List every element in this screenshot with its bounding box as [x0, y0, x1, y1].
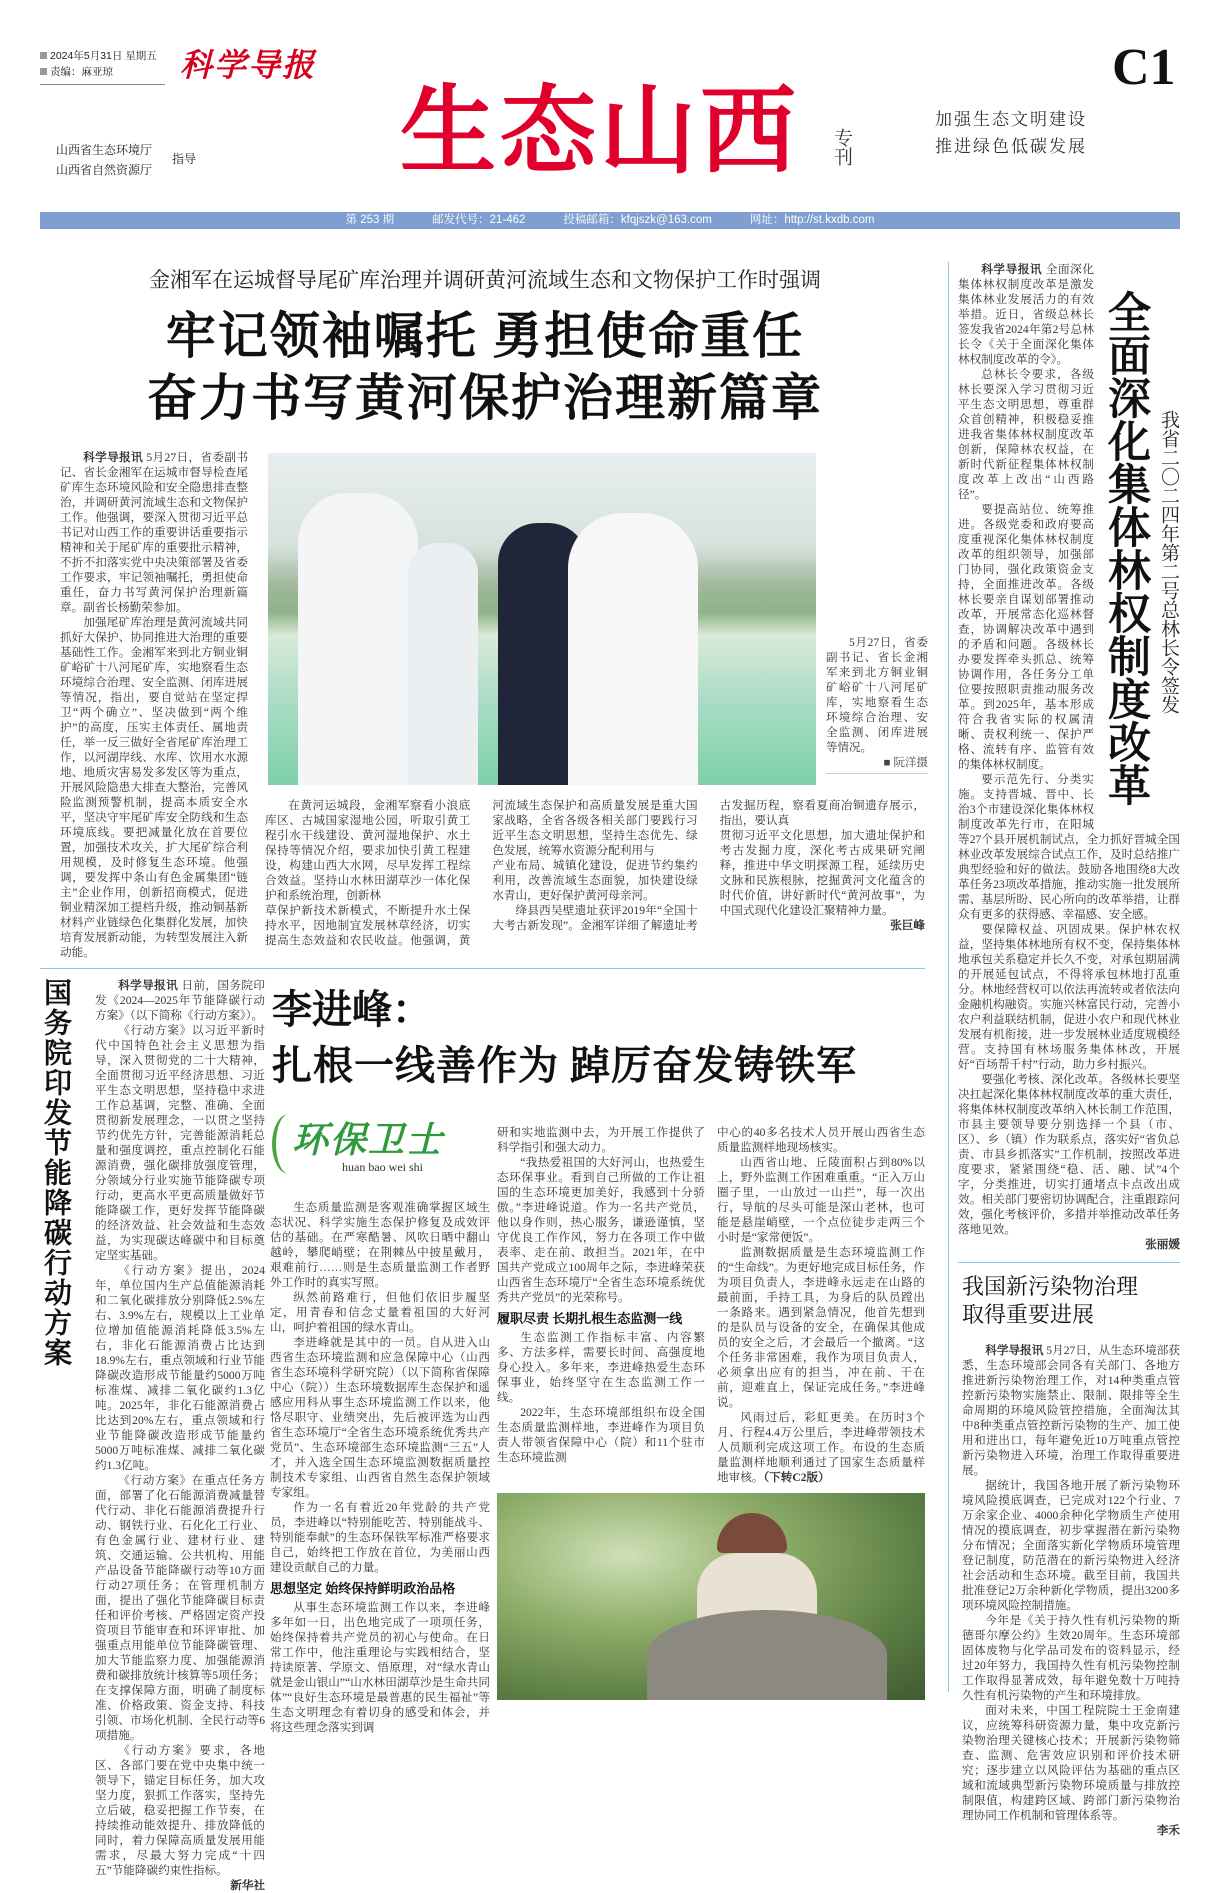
issue-date: 2024年5月31日 [50, 50, 123, 62]
profile-photo [497, 1493, 925, 1700]
guide-label: 指导 [172, 152, 197, 166]
paper-logo: 科学导报 [180, 47, 317, 83]
energy-headline: 国务院印发节能降碳行动方案 [40, 978, 71, 1368]
lead-photo [268, 453, 816, 785]
editor: 责编：麻亚琼 [50, 66, 113, 78]
weekday: 星期五 [125, 50, 157, 62]
lead-col-c: 贯彻习近平文化思想，加大遗址保护和考古发掘力度，深化考古成果研究阐释，推进中华文明探源工程，延续历史文脉和民族根脉，挖掘黄河文化蕴含的时代价值，讲好新时代“黄河故事”，为中国式现代化建设汇聚精神力量。 [719, 829, 925, 917]
subhead: 思想坚定 始终保持鲜明政治品格 [270, 1581, 456, 1596]
postal-code: 邮发代号：21-462 [432, 214, 526, 226]
column-logo: 环保卫士 huan bao wei shi [272, 1108, 482, 1188]
continued-note: （下转C2版） [763, 1471, 830, 1484]
photo-credit: ■ 阮洋摄 [883, 757, 928, 769]
issue-number: 第 253 期 [345, 214, 395, 226]
profile-headline-1: 李进峰： [272, 987, 432, 1032]
lead-headline: 牢记领袖嘱托 勇担使命重任 奋力书写黄河保护治理新篇章 [147, 308, 823, 426]
divider [40, 968, 925, 969]
page-number: C1 [1112, 39, 1176, 96]
info-bar [40, 212, 1180, 229]
forest-headline: 全面深化集体林权制度改革 [1102, 290, 1149, 806]
date-block [40, 48, 165, 85]
photo-caption: 5月27日，省委副书记、省长金湘军来到北方铜业铜矿峪矿十八河尾矿库，实地察看生态环境综合治理、安全监测、闭库进展等情况。 ■ 阮洋摄 [826, 636, 928, 774]
title-suffix: 专刊 [831, 128, 852, 166]
submission-email[interactable]: 投稿邮箱：kfqjszk@163.com [563, 214, 712, 226]
byline: 李禾 [1156, 1824, 1180, 1837]
subhead: 履职尽责 长期扎根生态监测一线 [497, 1311, 683, 1326]
profile-right [497, 1125, 925, 1700]
divider [958, 1262, 1180, 1263]
profile-headline-2: 扎根一线善作为 踔厉奋发铸铁军 [272, 1043, 857, 1088]
lead-col-a: 草保护新技术新模式，不断提升水土保持水平，因地制宜发展林草经济，切实提高生态效益和农民收益。他强调，黄河流域生态保护和高质量发展是重大国家战略，全省各级各相关部门要践行习近平生态文明思想，坚持生态优先、绿色发展，统筹水资源分配利用与 [265, 799, 698, 947]
profile-col-a: 生态质量监测是客观准确掌握区域生态状况、科学实施生态保护修复及成效评估的基础。在严寒酷暑、风吹日晒中翻山越岭，攀爬峭壁；在荆棘丛中披星戴月，艰难前行……则是生态质量监测工作者野外工作时的真实写照。 纵然前路难行，但他们依旧步履坚定，用青春和信念丈量着祖国的大好河山，呵护着祖国的绿水青山。 李进峰就是其中的一员。自从进入山西省生态环境监测和应急保障中心（山西省生态环境科学研究院）（以下简称省保障中心（院））生态环境数据库生态保护和遥感应用科从事生态环境监测工作以来，他恪尽职守、业绩突出，先后被评选为山西省生态环境厅“全省生态环境系统优秀共产党员”、生态环境部生态环境监测“三五”人才，并入选全国生态环境监测数据质量控制技术专家组、山西省自然生态保护领域专家组。 作为一名有着近20年党龄的共产党员，李进峰以“特别能吃苦、特别能战斗、特别能奉献”的生态环保铁军标准严格要求自己，始终把工作放在首位，为美丽山西建设贡献自己的力量。 思想坚定 始终保持鲜明政治品格 从事生态环境监测工作以来，李进峰多年如一日，出色地完成了一项项任务，始终保持着共产党员的初心与使命。在日常工作中，他注重理论与实践相结合，坚持读原著、学原文、悟原理，对“绿水青山就是金山银山”“山水林田湖草沙是生命共同体”“良好生态环境是最普惠的民生福祉”等生态文明理念有着切身的感受和体会，并将这些理念落实到调 [270, 1201, 490, 1734]
forest-subtitle: 我省二〇二四年第二号总林长令签发 [1158, 410, 1179, 714]
page-title: 生态山西 [400, 78, 800, 185]
pollutants-headline: 我国新污染物治理 取得重要进展 [962, 1274, 1139, 1327]
lead-col-b: 产业布局、城镇化建设，促进节约集约利用，改善流域生态面貌，加快建设绿水青山，更好保护黄河母亲河。 [492, 859, 698, 902]
forest-article: 科学导报讯 全面深化集体林权制度改革是激发集体林业发展活力的有效举措。近日，省级总林长签发我省2024年第2号总林长令《关于全面深化集体林权制度改革的令》。 总林长令要求，各级林长要深入学习贯彻习近平生态文明思想，尊重群众首创精神，积极稳妥推进我省集体林权制度改革创新，保障林农权益，在新时代新征程集体林权制度改革上改出“山西路径”。 要提高站位、统筹推进。各级党委和政府要高度重视深化集体林权制度改革的组织领导，加强部门协同，强化政策资金支持，全面推进改革。各级林长要亲自谋划部署推动改革，开展常态化巡林督查，协调解决改革中遇到的矛盾和问题。各级林长办要发挥牵头抓总、统筹协调作用，各任务分工单位要按照职责推动服务改革。到2025年，基本形成符合我省实际的权属清晰、责权利统一、保护严格、流转有序、监管有效的集体林权制度。 要示范先行、分类实施。支持晋城、晋中、长治3个市建设深化集体林权制度改革先行市，在阳城等27个县开展机制试点，全力抓好晋城全国林业改革发展综合试点工作，及时总结推广典型经验和好的做法。鼓励各地围绕8大改革任务23项改革措施，推动实施一批发展所需、基层所盼、民心所向的改革举措，让群众有更多的获得感、幸福感、安全感。 要保障权益、巩固成果。保护林农权益，坚持集体林地所有权不变，保持集体林地承包关系稳定并长久不变，对承包期届满的开展延包试点，不得将承包林地打乱重分。林地经营权可以依法再流转或者依法向金融机构融资。实施兴林富民行动，完善小农户利益联结机制，促进小农户和现代林业发展有机衔接，进一步发展林业适度规模经营。支持国有林场服务集体林改，开展好“百场帮千村”行动，助力乡村振兴。 要强化考核、深化改革。各级林长要坚决扛起深化集体林权制度改革的重大责任，将集体林权制度改革纳入林长制工作范围，市县主要领导要分别选择一个县（市、区）、乡（镇）作为联系点，落实好“省负总责、市县乡抓落实”工作机制，按照改革进度要求，紧紧围绕“稳、活、融、试”4个字，分类推进，切实打通堵点卡点改出成效。相关部门要密切协调配合，注重跟踪问效，强化考核评价，多措并举推动改革任务落地见效。 张丽媛 [958, 263, 1180, 1251]
lead-kicker: 金湘军在运城督导尾矿库治理并调研黄河流域生态和文物保护工作时强调 [149, 269, 821, 292]
byline: 张丽媛 [1145, 1238, 1180, 1251]
guide-orgs: 山西省生态环境厅 山西省自然资源厅 [56, 143, 153, 177]
profile-col-c: 中心的40多名技术人员开展山西省生态质量监测样地现场核实。 [717, 1126, 925, 1154]
profile-col-b: 研和实地监测中去，为开展工作提供了科学指引和强大动力。 [497, 1126, 705, 1154]
slogans: 加强生态文明建设 推进绿色低碳发展 [935, 110, 1087, 156]
lead-paragraph-3: 在黄河运城段，金湘军察看小浪底库区、古城国家湿地公园，听取引黄工程引水干线建设、黄河湿地保护、水土保持等情况介绍，要求加快引黄工程建设，构建山西大水网，尽早发挥工程综合效益。坚持山水林田湖草沙一体化保护和系统治理，创新林 [265, 799, 471, 902]
divider [948, 262, 949, 1692]
energy-body: 科学导报讯 日前，国务院印发《2024—2025年节能降碳行动方案》（以下简称《行动方案》）。 《行动方案》以习近平新时代中国特色社会主义思想为指导，深入贯彻党的二十大精神，全面贯彻习近平经济思想、习近平生态文明思想，坚持稳中求进工作总基调，完整、准确、全面贯彻新发展理念，一以贯之坚持节约优先方针，完善能源消耗总量和强度调控，重点控制化石能源消费，强化碳排放强度管理，分领域分行业实施节能降碳专项行动，更高水平更高质量做好节能降碳工作，更好发挥节能降碳的经济效益、社会效益和生态效益，为实现碳达峰碳中和目标奠定坚实基础。 《行动方案》提出，2024年，单位国内生产总值能源消耗和二氧化碳排放分别降低2.5%左右、3.9%左右，规模以上工业单位增加值能源消耗降低3.5%左右，非化石能源消费占比达到18.9%左右，重点领域和行业节能降碳改造形成节能量约5000万吨标准煤、减排二氧化碳约1.3亿吨。2025年，非化石能源消费占比达到20%左右，重点领域和行业节能降碳改造形成节能量约5000万吨标准煤、减排二氧化碳约1.3亿吨。 《行动方案》在重点任务方面，部署了化石能源消费减量替代行动、非化石能源消费提升行动、钢铁行业、石化化工行业、有色金属行业、建材行业、建筑、交通运输、公共机构、用能产品设备节能降碳行动等10方面行动27项任务；在管理机制方面，提出了强化节能降碳目标责任和评价考核、严格固定资产投资项目节能审查和环评审批、加强重点用能单位节能降碳管理、加大节能监察力度、加强能源消费和碳排放统计核算等5项任务；在支撑保障方面，明确了制度标准、价格政策、资金支持、科技引领、市场化机制、全民行动等6项措施。 《行动方案》要求，各地区、各部门要在党中央集中统一领导下，锚定目标任务，加大攻坚力度，狠抓工作落实，坚持先立后破，稳妥把握工作节奏，在持续推动能效提升、排放降低的同时，着力保障高质量发展用能需求，尽最大努力完成“十四五”节能降碳约束性指标。 新华社 [95, 979, 265, 1892]
byline: 张巨峰 [890, 919, 925, 932]
website-link[interactable]: 网址：http://st.kxdb.com [749, 214, 875, 226]
pollutants-body: 科学导报讯 5月27日，从生态环境部获悉，生态环境部会同各有关部门、各地方推进新污染物治理工作，对14种类重点管控新污染物实施禁止、限制、限排等全生命周期的环境风险管控措施，全面淘汰其中8种类重点管控新污染物的生产、加工使用和进出口，每年避免近10万吨重点管控新污染物进入环境，治理工作取得重要进展。 据统计，我国各地开展了新污染物环境风险摸底调查，已完成对122个行业、7万余家企业、4000余种化学物质生产使用情况的摸底调查，初步掌握潜在新污染物分布情况；全面落实新化学物质环境管理登记制度，防范潜在的新污染物进入经济社会活动和生态环境。截至目前，我国共批准登记2万余种新化学物质，提出3200多项环境风险控制措施。 今年是《关于持久性有机污染物的斯德哥尔摩公约》生效20周年。生态环境部固体废物与化学品司发布的资料显示，经过20年努力，我国持久性有机污染物控制工作取得显著成效，每年避免数十万吨持久性有机污染物的产生和环境排放。 面对未来，中国工程院院士王金南建议，应统筹科研资源力量，集中攻克新污染物治理关键核心技术；开展新污染物筛查、监测、危害效应识别和评价技术研究；逐步建立以风险评估为基础的重点区域和流域典型新污染物环境质量与排放控制限值，构建跨区域、跨部门新污染物治理协同工作机制和管理体系等。 李禾 [962, 1344, 1180, 1837]
lead-col-1: 科学导报讯 5月27日，省委副书记、省长金湘军在运城市督导检查尾矿库生态环境风险和安全隐患排查整治，并调研黄河流域生态和文物保护工作。他强调，要深入贯彻习近平总书记对山西工作的重要讲话重要指示精神和关于尾矿库的重要批示精神，不折不扣落实党中央决策部署及省委工作要求，牢记领袖嘱托，勇担使命重任，奋力书写黄河保护治理新篇章。副省长杨勤荣参加。 加强尾矿库治理是黄河流域共同抓好大保护、协同推进大治理的重要基础性工作。金湘军来到北方铜业铜矿峪矿十八河尾矿库，实地察看生态环境综合治理、安全监测、闭库进展等情况，指出，要自觉站在坚定捍卫“两个确立”、坚决做到“两个维护”的高度，压实主体责任、属地责任，举一反三做好全省尾矿库治理工作，以河湖岸线、水库、饮用水水源地、地质灾害易发多发区等为重点，开展风险隐患大排查大整治，完善风险监测预警机制，提高本质安全水平，坚决守牢尾矿库安全防线和生态环境底线。要把减量化放在首要位置，加强技术攻关，扩大尾矿综合利用规模，及时修复生态环境。他强调，要发挥中条山有色金属集团“链主”企业作用，创新招商模式，促进铜业精深加工提档升级，推动铜基新材料产业链绿色化集群化发展，加快培育发展新动能，为转型发展注入新动能。 [60, 451, 248, 959]
byline: 新华社 [230, 1879, 265, 1892]
lead-columns: 在黄河运城段，金湘军察看小浪底库区、古城国家湿地公园，听取引黄工程引水干线建设、黄河湿地保护、水土保持等情况介绍，要求加快引黄工程建设，构建山西大水网，尽早发挥工程综合效益。坚持山水林田湖草沙一体化保护和系统治理，创新林 草保护新技术新模式，不断提升水土保持水平，因地制宜发展林草经济，切实提高生态效益和农民收益。他强调，黄河流域生态保护和高质量发展是重大国家战略，全省各级各相关部门要践行习近平生态文明思想，坚持生态优先、绿色发展，统筹水资源分配利用与 产业布局、城镇化建设，促进节约集约利用，改善流域生态面貌，加快建设绿水青山，更好保护黄河母亲河。 绛县西吴壁遗址获评2019年“全国十大考古新发现”。金湘军详细了解遗址考古发掘历程，察看夏商冶铜遗存展示，指出，要认真 贯彻习近平文化思想，加大遗址保护和考古发掘力度，深化考古成果研究阐释，推进中华文明探源工程，延续历史文脉和民族根脉，挖掘黄河文化蕴含的时代价值，讲好新时代“黄河故事”，为中国式现代化建设汇聚精神力量。 张巨峰 [265, 799, 925, 947]
profile-columns-bc: 研和实地监测中去，为开展工作提供了科学指引和强大动力。 “我热爱祖国的大好河山，也热爱生态环保事业。看到自己所做的工作让祖国的生态环境更加美好，我感到十分骄傲。”李进峰说道。作为一名共产党员，他以身作则，热心服务，谦逊谨慎，坚守优良工作作风，努力在各项工作中做表率、走在前、敢担当。2021年，在中国共产党成立100周年之际，李进峰荣获山西省生态环境厅“全省生态环境系统优秀共产党员”的光荣称号。 履职尽责 长期扎根生态监测一线 生态监测工作指标丰富、内容繁多、方法多样，需要长时间、高强度地身心投入。多年来，李进峰热爱生态环保事业，始终坚守在生态监测工作一线。 2022年，生态环境部组织布设全国生态质量监测样地，李进峰作为项目负责人带领省保障中心（院）和11个驻市生态环境监测 中心的40多名技术人员开展山西省生态质量监测样地现场核实。 山西省山地、丘陵面积占到80%以上，野外监测工作困难重重。“正入万山圈子里，一山放过一山拦”，每一次出行，导航的尽头可能是深山老林，也可能是悬崖峭壁，一个点位徒步走两三个小时是“家常便饭”。 监测数据质量是生态环境监测工作的“生命线”。为更好地完成目标任务，作为项目负责人，李进峰永远走在山路的最前面，手持工具，为身后的队员蹚出一条路来。遇到紧急情况，他首先想到的是队员与设备的安全，在确保其他成员的安全之后，才会最后一个撤离。“这个任务非常困难，我作为项目负责人，必须拿出应有的担当，冲在前、干在前，迎难直上，保证完成任务。”李进峰说。 风雨过后，彩虹更美。在历时3个月、行程4.4万公里后，李进峰带领技术人员顺利完成这项工作。布设的生态质量监测样地顺利通过了国家生态质量样地审核。（下转C2版） [497, 1126, 925, 1484]
